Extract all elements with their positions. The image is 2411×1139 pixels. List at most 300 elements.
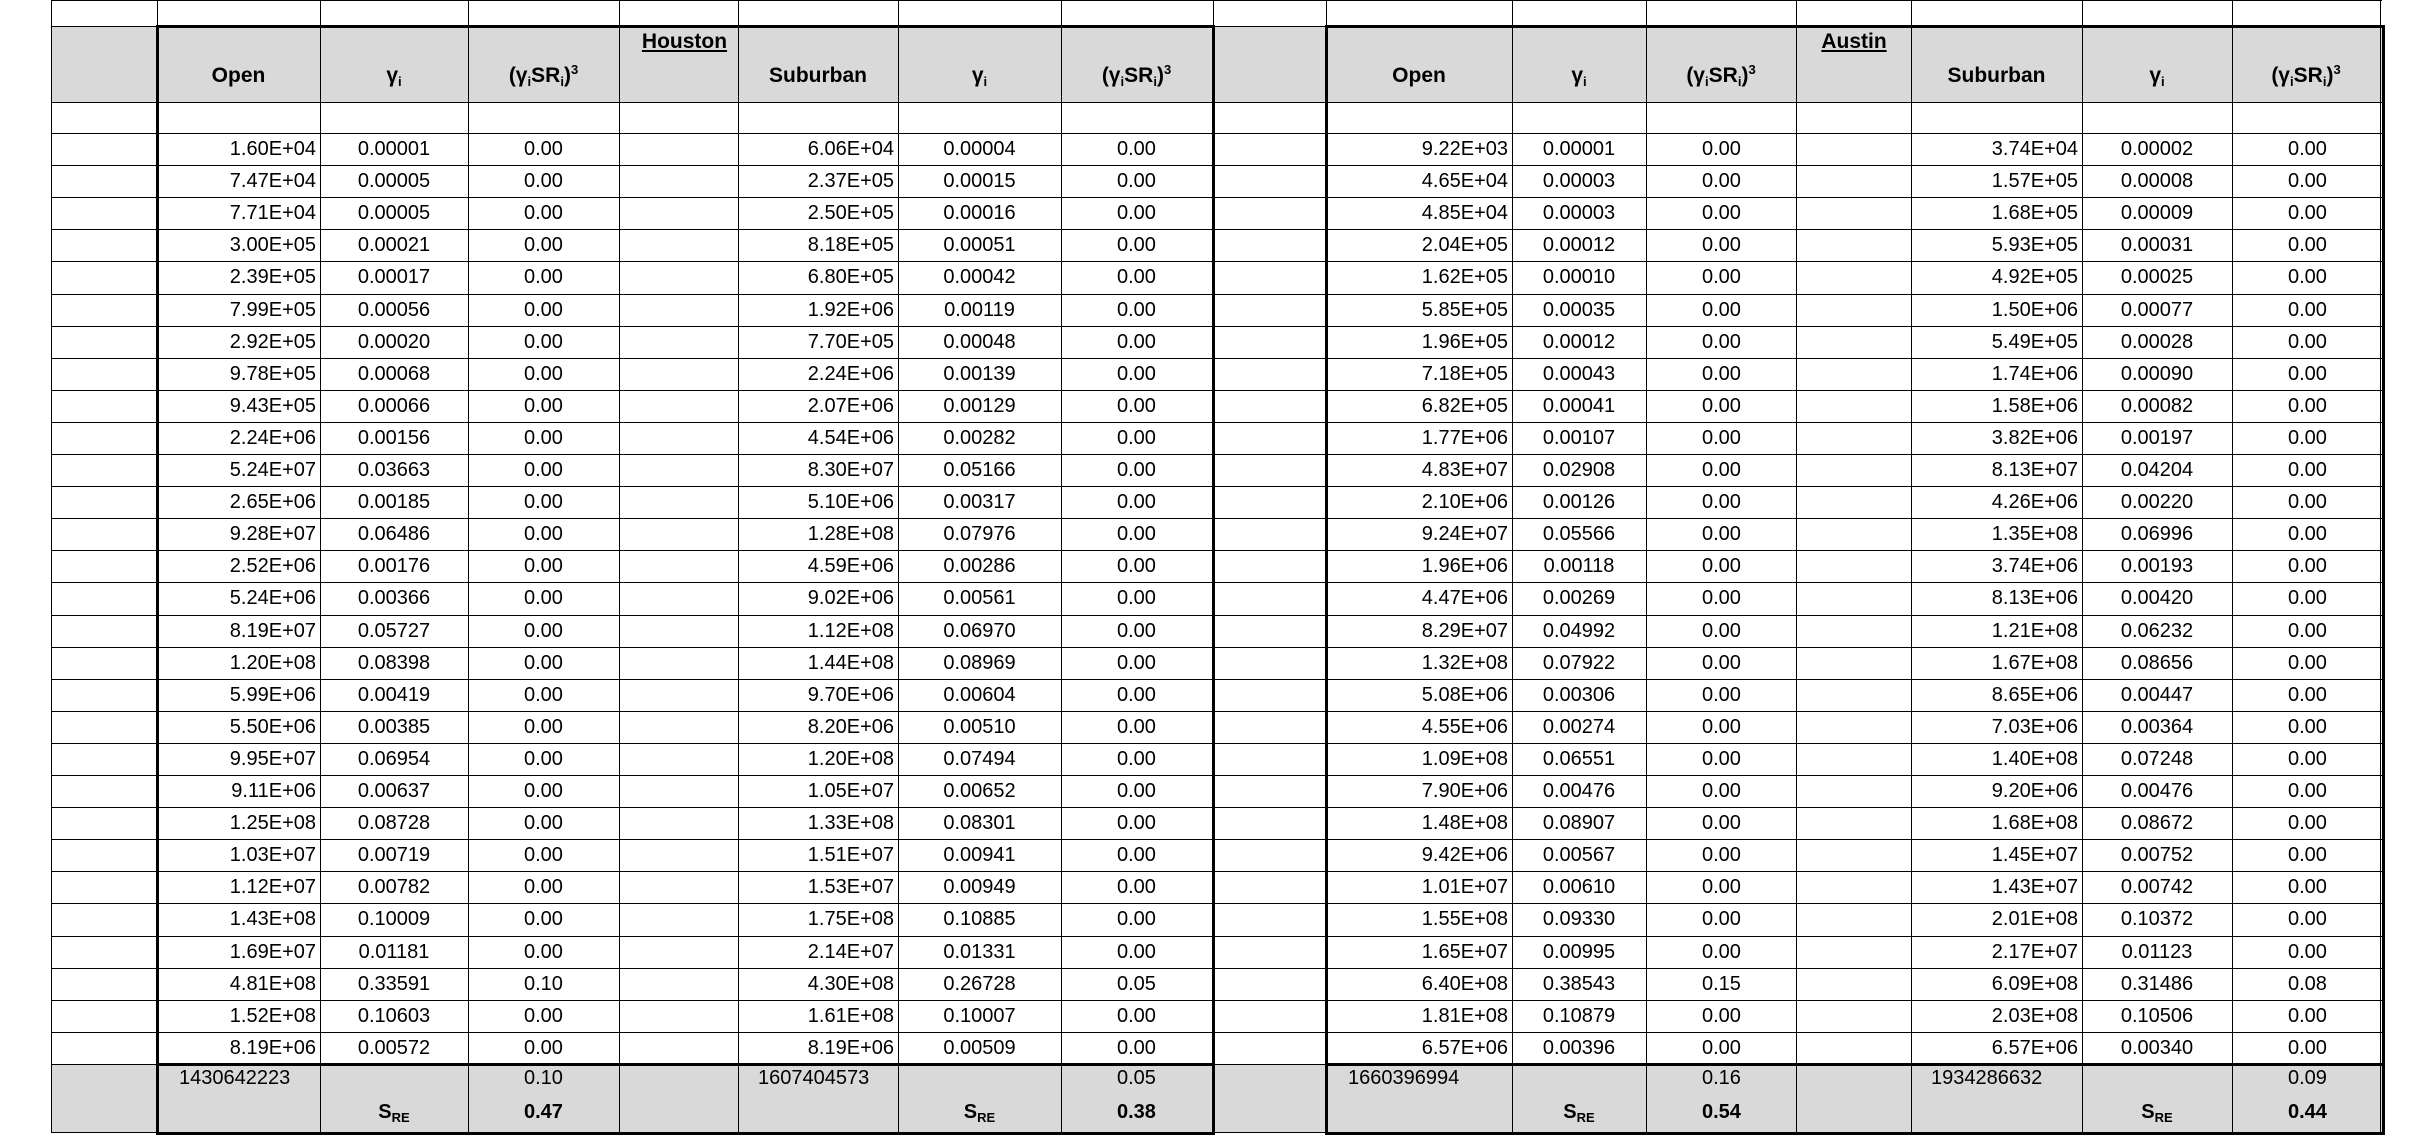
table-cell: 1.51E+07 bbox=[807, 844, 894, 867]
table-cell: 5.85E+05 bbox=[1421, 298, 1508, 321]
table-cell: 0.00 bbox=[1117, 747, 1156, 770]
table-cell: 5.99E+06 bbox=[229, 683, 316, 706]
table-cell: 0.00 bbox=[1702, 940, 1741, 963]
table-cell: 0.00 bbox=[1117, 683, 1156, 706]
table-cell: 0.00 bbox=[2288, 587, 2327, 610]
table-cell: 0.00 bbox=[1117, 459, 1156, 481]
table-cell: 5.24E+06 bbox=[229, 587, 316, 610]
table-cell: 0.00274 bbox=[1542, 715, 1616, 738]
header-part: i bbox=[2290, 74, 2294, 89]
column-header bbox=[1061, 62, 1212, 90]
table-cell: 9.20E+06 bbox=[1991, 780, 2078, 802]
table-cell: 0.00129 bbox=[943, 394, 1016, 417]
table-cell: 2.07E+06 bbox=[807, 394, 894, 417]
table-cell: 0.00 bbox=[1702, 908, 1741, 931]
table-cell: 0.00 bbox=[524, 202, 563, 225]
table-cell: 0.00 bbox=[524, 138, 563, 160]
table-cell: 1.96E+05 bbox=[1421, 330, 1508, 353]
table-cell: 4.81E+08 bbox=[229, 972, 316, 995]
group-border bbox=[156, 1132, 1215, 1135]
table-cell: 0.00752 bbox=[2120, 844, 2194, 867]
table-cell: 0.00 bbox=[1702, 491, 1741, 514]
table-cell: 2.50E+05 bbox=[807, 202, 894, 225]
sre-label bbox=[320, 1098, 468, 1126]
table-cell: 0.00 bbox=[1117, 362, 1156, 385]
table-cell: 9.24E+07 bbox=[1421, 523, 1508, 546]
table-cell: 0.00 bbox=[1702, 844, 1741, 867]
table-cell: 2.10E+06 bbox=[1421, 491, 1508, 514]
total-cell: 0.10 bbox=[524, 1067, 563, 1089]
city-title: Houston bbox=[641, 30, 728, 53]
table-cell: 1.69E+07 bbox=[229, 940, 316, 963]
table-cell: 0.00 bbox=[524, 555, 563, 578]
table-cell: 0.00035 bbox=[1542, 298, 1616, 321]
table-cell: 0.05566 bbox=[1542, 523, 1616, 546]
table-cell: 0.00028 bbox=[2120, 330, 2194, 353]
column-gridline bbox=[619, 0, 620, 1132]
table-cell: 0.00139 bbox=[943, 362, 1016, 385]
row-gridline bbox=[51, 261, 2382, 262]
column-gridline bbox=[1646, 0, 1647, 1132]
table-cell: 0.00995 bbox=[1542, 940, 1616, 963]
table-cell: 0.33591 bbox=[357, 972, 431, 995]
total-cell: 1607404573 bbox=[758, 1067, 870, 1089]
table-cell: 0.07976 bbox=[943, 523, 1016, 546]
table-cell: 0.06232 bbox=[2120, 619, 2194, 642]
table-cell: 1.44E+08 bbox=[807, 651, 894, 674]
table-cell: 1.96E+06 bbox=[1421, 555, 1508, 578]
table-cell: 0.00 bbox=[1117, 908, 1156, 931]
table-cell: 1.55E+08 bbox=[1421, 908, 1508, 931]
subscript: RE bbox=[2154, 1110, 2173, 1125]
table-cell: 0.00 bbox=[2288, 1004, 2327, 1027]
table-cell: 0.00 bbox=[1702, 1036, 1741, 1059]
table-cell: 0.00 bbox=[524, 940, 563, 963]
table-cell: 0.00185 bbox=[357, 491, 431, 514]
table-cell: 0.04992 bbox=[1542, 619, 1616, 642]
table-cell: 0.00364 bbox=[2120, 715, 2194, 738]
table-cell: 4.26E+06 bbox=[1991, 491, 2078, 514]
header-part: 3 bbox=[1163, 62, 1172, 77]
total-cell: 0.09 bbox=[2288, 1067, 2327, 1089]
table-cell: 0.00031 bbox=[2120, 234, 2194, 257]
table-cell: 1.35E+08 bbox=[1991, 523, 2078, 546]
row-gridline bbox=[51, 0, 2382, 1]
table-cell: 0.00025 bbox=[2120, 266, 2194, 289]
sre-value: 0.47 bbox=[524, 1101, 563, 1123]
table-cell: 0.00005 bbox=[357, 202, 431, 225]
header-part: ) bbox=[1741, 64, 1749, 87]
table-cell: 9.22E+03 bbox=[1421, 138, 1508, 160]
table-cell: 0.08907 bbox=[1542, 812, 1616, 835]
table-cell: 5.10E+06 bbox=[807, 491, 894, 514]
table-cell: 3.74E+04 bbox=[1991, 138, 2078, 160]
table-cell: 1.20E+08 bbox=[807, 747, 894, 770]
row-gridline bbox=[51, 871, 2382, 872]
table-cell: 9.78E+05 bbox=[229, 362, 316, 385]
table-cell: 0.00 bbox=[2288, 234, 2327, 257]
header-part: 3 bbox=[1748, 62, 1756, 77]
column-header bbox=[1512, 62, 1646, 90]
table-cell: 0.00 bbox=[524, 491, 563, 514]
table-cell: 0.00004 bbox=[943, 138, 1016, 160]
table-cell: 8.30E+07 bbox=[807, 459, 894, 481]
table-cell: 6.57E+06 bbox=[1421, 1036, 1508, 1059]
table-cell: 0.00 bbox=[524, 394, 563, 417]
table-cell: 0.00 bbox=[1702, 459, 1741, 481]
table-cell: 8.13E+06 bbox=[1991, 587, 2078, 610]
table-cell: 0.00 bbox=[524, 747, 563, 770]
table-cell: 0.38543 bbox=[1542, 972, 1616, 995]
table-cell: 7.47E+04 bbox=[229, 170, 316, 193]
table-cell: 5.93E+05 bbox=[1991, 234, 2078, 257]
header-part: i bbox=[560, 74, 564, 89]
table-cell: 0.00 bbox=[2288, 459, 2327, 481]
row-gridline bbox=[51, 165, 2382, 166]
row-gridline bbox=[51, 839, 2382, 840]
group-border bbox=[1325, 1132, 2385, 1135]
gamma-symbol: γ bbox=[1571, 64, 1584, 87]
table-cell: 0.00 bbox=[2288, 876, 2327, 899]
table-cell: 0.00042 bbox=[943, 266, 1016, 289]
table-cell: 0.00 bbox=[1117, 940, 1156, 963]
table-cell: 8.65E+06 bbox=[1991, 683, 2078, 706]
table-cell: 0.00340 bbox=[2120, 1036, 2194, 1059]
column-header bbox=[1646, 62, 1796, 90]
table-cell: 0.00 bbox=[1702, 715, 1741, 738]
table-cell: 0.10506 bbox=[2120, 1004, 2194, 1027]
table-cell: 0.08656 bbox=[2120, 651, 2194, 674]
table-cell: 0.00077 bbox=[2120, 298, 2194, 321]
table-cell: 0.00082 bbox=[2120, 394, 2194, 417]
table-cell: 0.00 bbox=[2288, 683, 2327, 706]
table-cell: 8.19E+07 bbox=[229, 619, 316, 642]
row-gridline bbox=[51, 582, 2382, 583]
table-cell: 0.00 bbox=[2288, 555, 2327, 578]
table-cell: 0.04204 bbox=[2120, 459, 2194, 481]
table-cell: 0.00066 bbox=[357, 394, 431, 417]
column-gridline bbox=[2232, 0, 2233, 1132]
table-cell: 0.00941 bbox=[943, 844, 1016, 867]
table-cell: 0.05166 bbox=[943, 459, 1016, 481]
table-cell: 0.00 bbox=[2288, 940, 2327, 963]
table-cell: 0.00 bbox=[2288, 747, 2327, 770]
table-cell: 2.24E+06 bbox=[229, 426, 316, 449]
table-cell: 9.43E+05 bbox=[229, 394, 316, 417]
subscript: i bbox=[1583, 74, 1587, 89]
table-cell: 2.14E+07 bbox=[807, 940, 894, 963]
table-cell: 0.00118 bbox=[1543, 555, 1615, 578]
table-cell: 9.11E+06 bbox=[231, 780, 316, 802]
row-gridline bbox=[51, 102, 2382, 103]
column-gridline bbox=[51, 0, 52, 1132]
table-cell: 1.60E+04 bbox=[229, 138, 316, 160]
table-cell: 6.40E+08 bbox=[1421, 972, 1508, 995]
column-header: Suburban bbox=[1947, 64, 2046, 87]
table-cell: 0.00 bbox=[524, 812, 563, 835]
table-cell: 1.61E+08 bbox=[807, 1004, 894, 1027]
table-cell: 0.00 bbox=[524, 780, 563, 802]
table-cell: 2.37E+05 bbox=[807, 170, 894, 193]
table-cell: 9.28E+07 bbox=[229, 523, 316, 546]
table-cell: 0.00509 bbox=[943, 1036, 1016, 1059]
table-cell: 4.85E+04 bbox=[1421, 202, 1508, 225]
subscript: RE bbox=[1576, 1110, 1595, 1125]
table-cell: 1.33E+08 bbox=[807, 812, 894, 835]
table-cell: 9.42E+06 bbox=[1421, 844, 1508, 867]
row-gridline bbox=[51, 454, 2382, 455]
city-title: Austin bbox=[1821, 30, 1887, 53]
table-cell: 4.54E+06 bbox=[807, 426, 894, 449]
table-cell: 1.03E+07 bbox=[229, 844, 316, 867]
table-cell: 0.06486 bbox=[357, 523, 431, 546]
table-cell: 0.01331 bbox=[943, 940, 1016, 963]
header-part: (γ bbox=[1101, 64, 1121, 87]
total-cell: 1660396994 bbox=[1348, 1067, 1460, 1089]
table-cell: 0.00572 bbox=[357, 1036, 431, 1059]
table-cell: 0.00 bbox=[1117, 202, 1156, 225]
table-cell: 0.06954 bbox=[357, 747, 431, 770]
row-gridline bbox=[51, 229, 2382, 230]
column-header: Open bbox=[1392, 64, 1446, 87]
table-cell: 0.00 bbox=[1702, 266, 1741, 289]
table-cell: 8.19E+06 bbox=[807, 1036, 894, 1059]
table-cell: 0.00 bbox=[2288, 170, 2327, 193]
table-cell: 0.00 bbox=[1702, 619, 1741, 642]
row-gridline bbox=[51, 486, 2382, 487]
total-cell: 1934286632 bbox=[1931, 1067, 2043, 1089]
table-cell: 1.58E+06 bbox=[1991, 394, 2078, 417]
table-cell: 0.00017 bbox=[357, 266, 431, 289]
table-cell: 1.62E+05 bbox=[1421, 266, 1508, 289]
table-cell: 2.04E+05 bbox=[1421, 234, 1508, 257]
column-gridline bbox=[468, 0, 469, 1132]
subscript: i bbox=[983, 74, 988, 89]
table-cell: 0.00567 bbox=[1542, 844, 1616, 867]
table-cell: 4.92E+05 bbox=[1991, 266, 2078, 289]
table-cell: 0.00282 bbox=[943, 426, 1016, 449]
table-cell: 0.08398 bbox=[357, 651, 431, 674]
table-cell: 0.00 bbox=[524, 715, 563, 738]
table-cell: 0.00 bbox=[1117, 330, 1156, 353]
table-cell: 0.00 bbox=[1702, 812, 1741, 835]
table-cell: 0.00 bbox=[524, 523, 563, 546]
table-cell: 0.00637 bbox=[357, 780, 431, 802]
sre-value: 0.38 bbox=[1117, 1101, 1156, 1123]
table-cell: 6.06E+04 bbox=[807, 138, 894, 160]
table-cell: 0.10007 bbox=[943, 1004, 1016, 1027]
table-cell: 0.00043 bbox=[1542, 362, 1616, 385]
table-cell: 0.00001 bbox=[1542, 138, 1616, 160]
table-cell: 0.00 bbox=[1117, 780, 1156, 802]
table-cell: 0.00 bbox=[1702, 170, 1741, 193]
table-cell: 0.00107 bbox=[1542, 426, 1616, 449]
table-cell: 1.81E+08 bbox=[1421, 1004, 1508, 1027]
column-gridline bbox=[1796, 0, 1797, 1132]
table-cell: 0.00 bbox=[2288, 362, 2327, 385]
header-part: (γ bbox=[2271, 64, 2290, 87]
table-cell: 0.00 bbox=[2288, 619, 2327, 642]
gamma-symbol: γ bbox=[971, 64, 984, 87]
table-cell: 0.00604 bbox=[943, 683, 1016, 706]
table-cell: 0.00 bbox=[1117, 234, 1156, 257]
table-cell: 4.55E+06 bbox=[1421, 715, 1508, 738]
table-cell: 0.00 bbox=[1702, 523, 1741, 546]
table-cell: 1.52E+08 bbox=[229, 1004, 316, 1027]
table-cell: 7.99E+05 bbox=[229, 298, 316, 321]
sre-label bbox=[2082, 1098, 2232, 1126]
table-cell: 0.00306 bbox=[1542, 683, 1616, 706]
row-gridline bbox=[51, 903, 2382, 904]
row-gridline bbox=[51, 743, 2382, 744]
row-gridline bbox=[51, 807, 2382, 808]
table-cell: 0.00 bbox=[2288, 780, 2327, 802]
table-cell: 2.17E+07 bbox=[1991, 940, 2078, 963]
table-cell: 0.00021 bbox=[357, 234, 431, 257]
table-cell: 0.00 bbox=[1117, 170, 1156, 193]
table-cell: 4.59E+06 bbox=[807, 555, 894, 578]
column-header: Open bbox=[211, 64, 266, 87]
gamma-symbol: γ bbox=[2149, 64, 2162, 87]
table-cell: 0.00 bbox=[1117, 523, 1156, 546]
table-cell: 0.00 bbox=[2288, 138, 2327, 160]
table-cell: 7.18E+05 bbox=[1421, 362, 1508, 385]
table-cell: 0.10009 bbox=[357, 908, 431, 931]
subscript: RE bbox=[977, 1110, 996, 1125]
table-cell: 0.00 bbox=[524, 170, 563, 193]
table-cell: 1.12E+07 bbox=[229, 876, 316, 899]
table-cell: 0.00510 bbox=[943, 715, 1016, 738]
header-part: SR bbox=[1708, 64, 1738, 87]
table-cell: 0.00 bbox=[1117, 619, 1156, 642]
header-part: 3 bbox=[570, 62, 579, 77]
table-cell: 1.50E+06 bbox=[1991, 298, 2078, 321]
table-cell: 0.00 bbox=[2288, 202, 2327, 225]
table-cell: 2.52E+06 bbox=[229, 555, 316, 578]
table-cell: 0.00610 bbox=[1542, 876, 1616, 899]
table-cell: 0.00068 bbox=[357, 362, 431, 385]
table-cell: 0.00 bbox=[1117, 394, 1156, 417]
table-cell: 0.00005 bbox=[357, 170, 431, 193]
table-cell: 0.00 bbox=[1117, 651, 1156, 674]
table-cell: 0.00 bbox=[1117, 426, 1156, 449]
header-part: i bbox=[1737, 74, 1742, 89]
table-cell: 0.00 bbox=[1702, 747, 1741, 770]
table-cell: 1.01E+07 bbox=[1421, 876, 1508, 899]
header-part: (γ bbox=[508, 64, 528, 87]
table-cell: 0.08728 bbox=[357, 812, 431, 835]
table-cell: 0.00 bbox=[2288, 298, 2327, 321]
header-part: SR bbox=[531, 64, 561, 87]
table-cell: 1.20E+08 bbox=[229, 651, 316, 674]
table-cell: 1.92E+06 bbox=[807, 298, 894, 321]
sre-value: 0.54 bbox=[1702, 1101, 1741, 1123]
table-cell: 1.68E+05 bbox=[1991, 202, 2078, 225]
table-cell: 0.00 bbox=[1117, 715, 1156, 738]
table-cell: 0.00048 bbox=[943, 330, 1016, 353]
row-gridline bbox=[51, 550, 2382, 551]
subscript: i bbox=[2161, 74, 2165, 89]
table-cell: 0.00 bbox=[2288, 523, 2327, 546]
table-cell: 7.03E+06 bbox=[1991, 715, 2078, 738]
table-cell: 0.06970 bbox=[943, 619, 1016, 642]
column-header bbox=[2232, 62, 2380, 90]
table-cell: 0.00782 bbox=[357, 876, 431, 899]
table-cell: 0.00 bbox=[1702, 298, 1741, 321]
table-cell: 0.00 bbox=[2288, 812, 2327, 835]
table-cell: 0.01181 bbox=[358, 940, 430, 963]
table-cell: 1.28E+08 bbox=[807, 523, 894, 546]
table-cell: 8.20E+06 bbox=[807, 715, 894, 738]
table-cell: 6.57E+06 bbox=[1991, 1036, 2078, 1059]
table-cell: 0.00269 bbox=[1542, 587, 1616, 610]
table-cell: 7.71E+04 bbox=[229, 202, 316, 225]
table-cell: 0.00008 bbox=[2120, 170, 2194, 193]
header-part: i bbox=[527, 74, 532, 89]
table-cell: 0.00 bbox=[524, 619, 563, 642]
table-cell: 0.00 bbox=[2288, 715, 2327, 738]
table-cell: 0.00 bbox=[2288, 491, 2327, 514]
table-cell: 3.74E+06 bbox=[1991, 555, 2078, 578]
column-header bbox=[2082, 62, 2232, 90]
subscript: i bbox=[398, 74, 402, 89]
table-cell: 1.05E+07 bbox=[807, 780, 894, 802]
table-cell: 3.82E+06 bbox=[1991, 426, 2078, 449]
table-cell: 0.10603 bbox=[357, 1004, 431, 1027]
table-cell: 1.77E+06 bbox=[1421, 426, 1508, 449]
table-cell: 0.03663 bbox=[357, 459, 431, 481]
table-cell: 0.00 bbox=[1702, 202, 1741, 225]
table-cell: 0.00 bbox=[1702, 555, 1741, 578]
table-cell: 0.00041 bbox=[1542, 394, 1616, 417]
table-cell: 0.00476 bbox=[2120, 780, 2194, 802]
table-cell: 1.57E+05 bbox=[1991, 170, 2078, 193]
sre-symbol: S bbox=[1563, 1101, 1577, 1123]
table-cell: 8.18E+05 bbox=[807, 234, 894, 257]
table-cell: 0.00366 bbox=[357, 587, 431, 610]
total-cell: 1430642223 bbox=[179, 1067, 291, 1089]
table-cell: 1.67E+08 bbox=[1991, 651, 2078, 674]
table-cell: 0.00 bbox=[2288, 330, 2327, 353]
sre-value: 0.44 bbox=[2288, 1101, 2327, 1123]
table-cell: 0.00 bbox=[1702, 587, 1741, 610]
sre-symbol: S bbox=[963, 1101, 978, 1123]
table-cell: 0.00 bbox=[2288, 426, 2327, 449]
table-cell: 0.10372 bbox=[2120, 908, 2194, 931]
sre-label bbox=[898, 1098, 1061, 1126]
table-cell: 0.00652 bbox=[943, 780, 1016, 802]
table-cell: 0.07248 bbox=[2120, 747, 2194, 770]
table-cell: 0.00 bbox=[524, 876, 563, 899]
table-cell: 7.70E+05 bbox=[807, 330, 894, 353]
table-cell: 0.00 bbox=[1117, 1004, 1156, 1027]
table-cell: 0.00002 bbox=[2120, 138, 2194, 160]
table-cell: 0.00090 bbox=[2120, 362, 2194, 385]
table-cell: 0.00719 bbox=[357, 844, 431, 867]
table-cell: 0.00420 bbox=[2120, 587, 2194, 610]
table-cell: 0.09330 bbox=[1542, 908, 1616, 931]
table-cell: 0.00 bbox=[1702, 780, 1741, 802]
table-cell: 0.07494 bbox=[943, 747, 1016, 770]
table-cell: 0.00 bbox=[1702, 876, 1741, 899]
table-cell: 0.00 bbox=[1117, 876, 1156, 899]
table-cell: 0.06996 bbox=[2120, 523, 2194, 546]
table-cell: 0.00119 bbox=[944, 298, 1015, 321]
table-cell: 0.00001 bbox=[357, 138, 431, 160]
table-cell: 0.00009 bbox=[2120, 202, 2194, 225]
table-cell: 1.40E+08 bbox=[1991, 747, 2078, 770]
group-border bbox=[2382, 26, 2385, 1134]
